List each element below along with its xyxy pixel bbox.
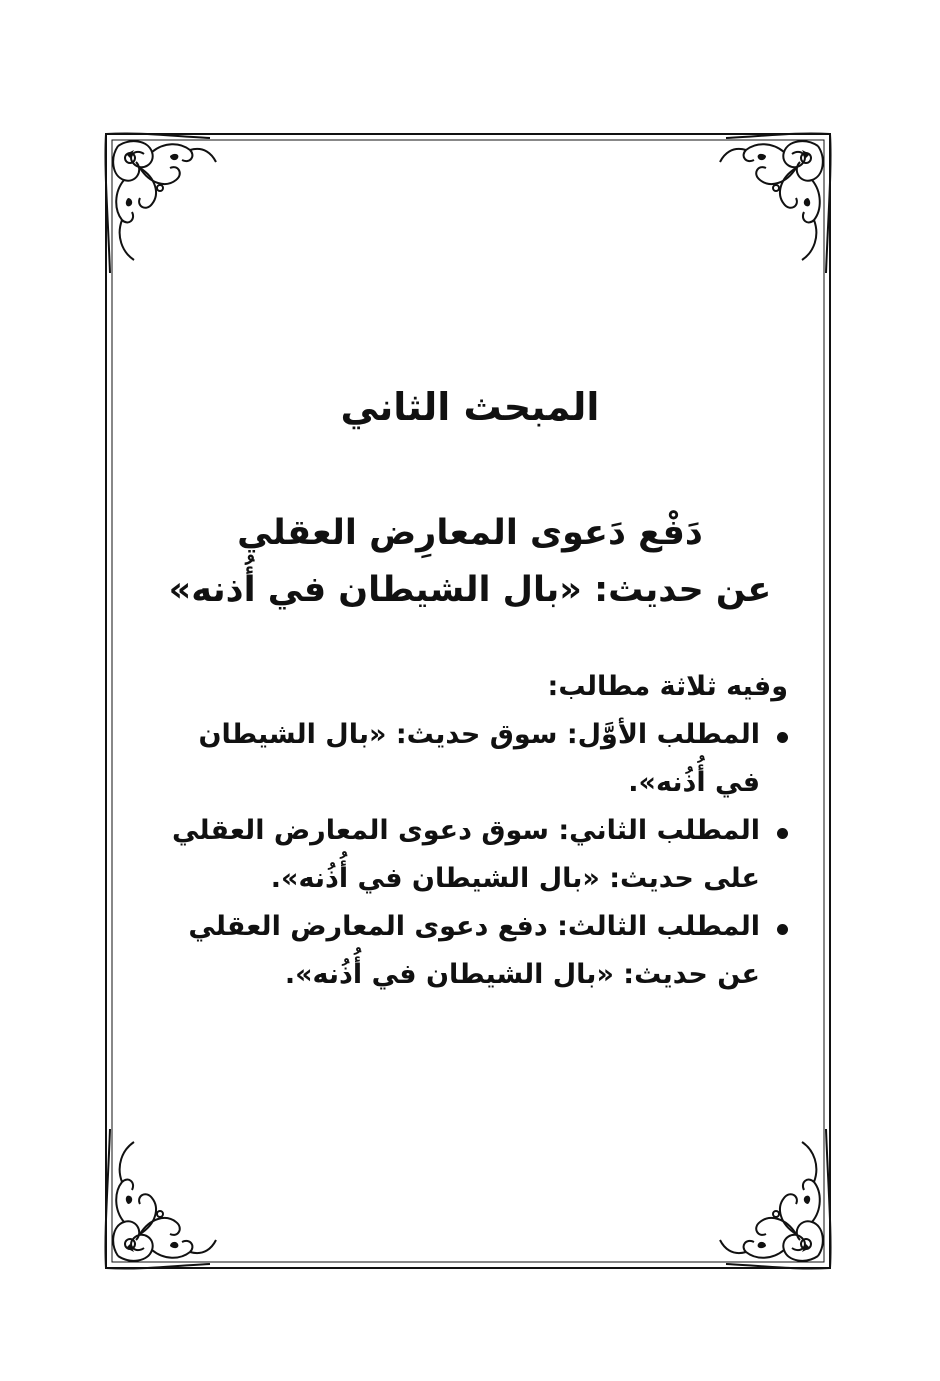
intro-text: وفيه ثلاثة مطالب: xyxy=(547,671,788,702)
sections-overview xyxy=(148,663,788,999)
item-text: سوق دعوى المعارض العقلي على حديث: «بال الشيطان في أُذُنه». xyxy=(172,815,760,894)
item-label: المطلب الثالث: xyxy=(547,911,760,942)
ornament-corner-icon xyxy=(100,1124,220,1274)
item-text: سوق حديث: «بال الشيطان في أُذُنه». xyxy=(198,719,760,798)
list-item xyxy=(148,711,788,807)
chapter-heading-line-1: دَفْع دَعوى المعارِض العقلي xyxy=(237,513,703,553)
ornament-corner-icon xyxy=(716,128,836,278)
ornament-corner-icon xyxy=(716,1124,836,1274)
bullet-icon xyxy=(777,924,788,935)
bullet-icon xyxy=(777,732,788,743)
list-item xyxy=(148,903,788,999)
item-label: المطلب الأوَّل: xyxy=(557,719,760,750)
item-label: المطلب الثاني: xyxy=(548,815,760,846)
bullet-icon xyxy=(777,828,788,839)
section-title: المبحث الثاني xyxy=(340,385,600,429)
ornament-corner-icon xyxy=(100,128,220,278)
list-item xyxy=(148,807,788,903)
chapter-heading-line-2: عن حديث: «بال الشيطان في أُذنه» xyxy=(168,570,772,610)
item-text: دفع دعوى المعارض العقلي عن حديث: «بال الشيطان في أُذُنه». xyxy=(188,911,760,990)
